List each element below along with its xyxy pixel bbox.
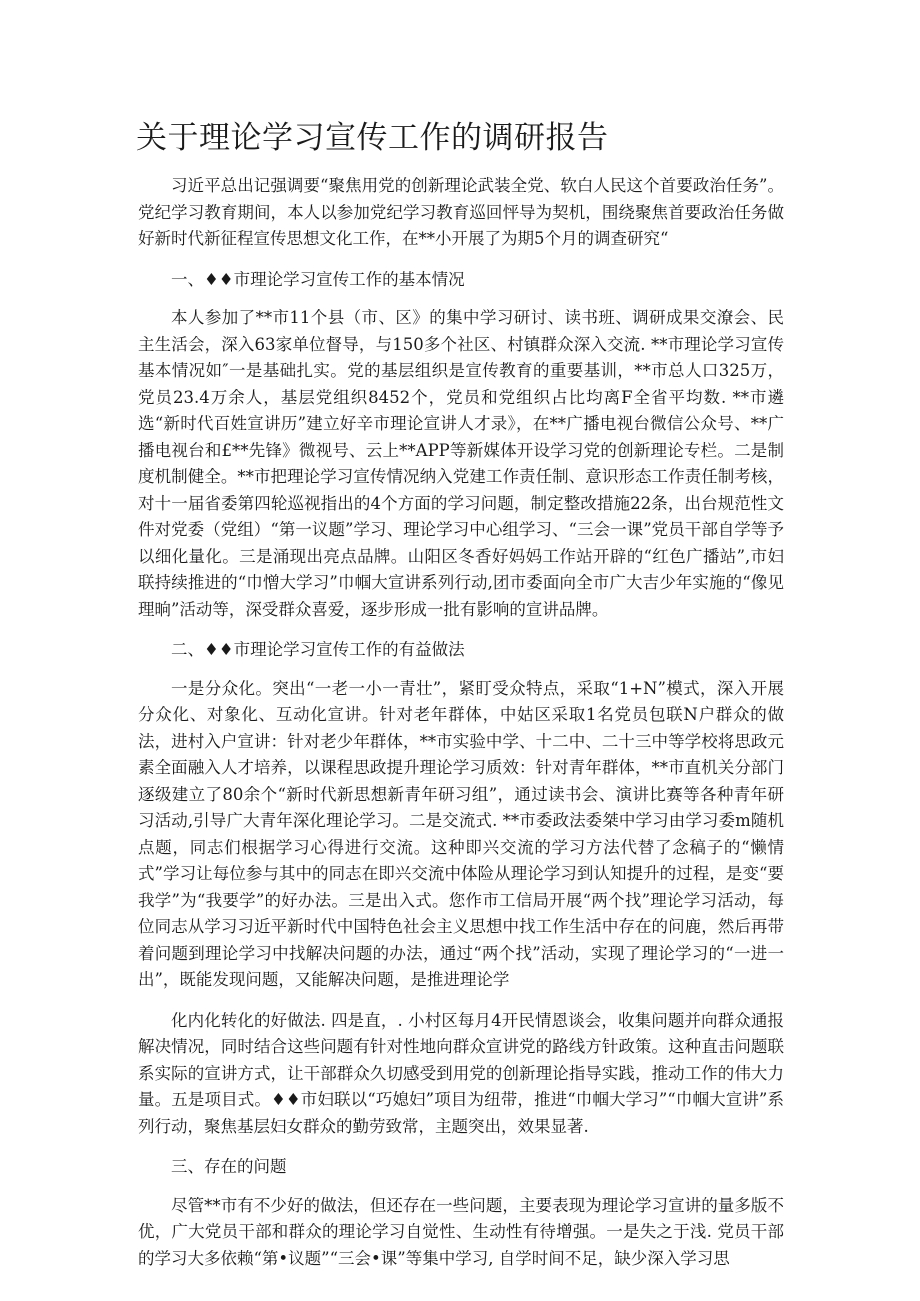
section-1-heading: 一、♦♦市理论学习宣传工作的基本情况	[171, 269, 465, 289]
section-2-paragraph-1: 一是分众化。突出“一老一小一青壮”，紧盯受众特点，采取“1+N”模式，深入开展分众化、对象化、互动化宣讲。针对老年群体，中姑区采取1名党员包联N户群众的做法，进村入户宣讲：针对老少年群体，**市实验中学、十二中、二十三中等学校将思政元素全面融入人才培养，以课程思政提升理论学习质效：针对青年群体，**市直机关分部门逐级建立了80余个“新时代新思想新青年研习组”，通过读书会、演讲比赛等各种青年研习活动,引导广大青年深化理论学习。二是交流式. **市委政法委桀中学习由学习委m随机点题，同志们根据学习心得进行交流。这种即兴交流的学习方法代替了念稿子的“懒情式”学习让每位参与其中的同志在即兴交流中体险从理论学习到认知提升的过程，是变“要我学”为“我要学”的好办法。三是出入式。您作市工信局开展“两个找”理论学习活动，每位同志从学习习近平新时代中国特色社会主义思想中找工作生活中存在的问鹿，然后再带着问题到理论学习中找解决问题的办法，通过“两个找”活动，实现了理论学习的“一进一出”，既能发现问题，又能解决问题，是推进理论学	[138, 678, 784, 989]
section-2-heading: 二、♦♦市理论学习宣传工作的有益做法	[171, 640, 465, 659]
section-1-paragraph: 本人参加了**市11个县（市、区》的集中学习研讨、读书班、调研成果交潦会、民主生活会，深入63家单位督导，与150多个社区、村镇群众深入交流. **市理论学习宣传基本情况如″一是基础扎实。党的基层组织是宣传教育的重要基训，**市总人口325万，党员23.4万余人，基层党组织8452个，党员和党组织占比均离F全省平均数. **市遴选“新时代百姓宣讲历”建立好辛市理论宣讲人才录》，在**广播电视台微信公众号、**广播电视台和£**先锋》微视号、云上**APP等新媒体开设学习党的创新理论专栏。二是制度机制健全。**市把理论学习宣传情况纳入党建工作责任制、意识形态工作责任制考核，对十一届省委第四轮巡视指出的4个方面的学习问题，制定整改措施22条，出台规范性文件对党委（党组）“第一议题”学习、理论学习中心组学习、“三会一课”党员干部自学等予以细化量化。三是涌现出亮点品牌。山阳区冬香好妈妈工作站开辟的“红色广播站”,市妇联持续推进的“巾憎大学习”巾帼大宣讲系列行动,团市委面向全市广大吉少年实施的“像见理晌”活动等，深受群众喜爱，逐步形成一批有影响的宣讲品牌。	[138, 308, 784, 619]
document-title: 关于理论学习宣传工作的调研报告	[136, 120, 609, 156]
section-3-paragraph: 尽管**市有不少好的做法，但还存在一些问题，主要表现为理论学习宣讲的量多版不优，广大党员干部和群众的理论学习自觉性、生动性有待增强。一是失之于浅. 党员干部的学习大多依赖“第•议题”“三会•课”等集中学习, 自学时间不足，缺少深入学习思	[138, 1195, 784, 1268]
section-2-paragraph-2: 化内化转化的好做法. 四是直，. 小村区每月4开民情恩谈会，收集问题并向群众通报解决情况，同时结合这些问题有针对性地向群众宣讲党的路线方针政策。这种直击问题联系实际的宣讲方式，让干部群众久切感受到用党的创新理论指导实践，推动工作的伟大力量。五是项目式。♦♦市妇联以“巧媳妇”项目为纽带，推进“巾帼大学习”“巾帼大宣讲”系列行动，聚焦基层妇女群众的勤劳致常，主题突出，效果显著.	[138, 1010, 784, 1136]
section-3-heading: 三、存在的问题	[171, 1157, 287, 1176]
intro-paragraph: 习近平总出记强调要“聚焦用党的创新理论武装全党、软白人民这个首要政治任务”。党纪学习教育期间，本人以参加党纪学习教育巡回怦导为契机，围绕聚焦首要政治任务做好新时代新征程宣传思想文化工作，在**小开展了为期5个月的调查研究“	[138, 176, 784, 248]
document-body	[138, 173, 784, 1286]
